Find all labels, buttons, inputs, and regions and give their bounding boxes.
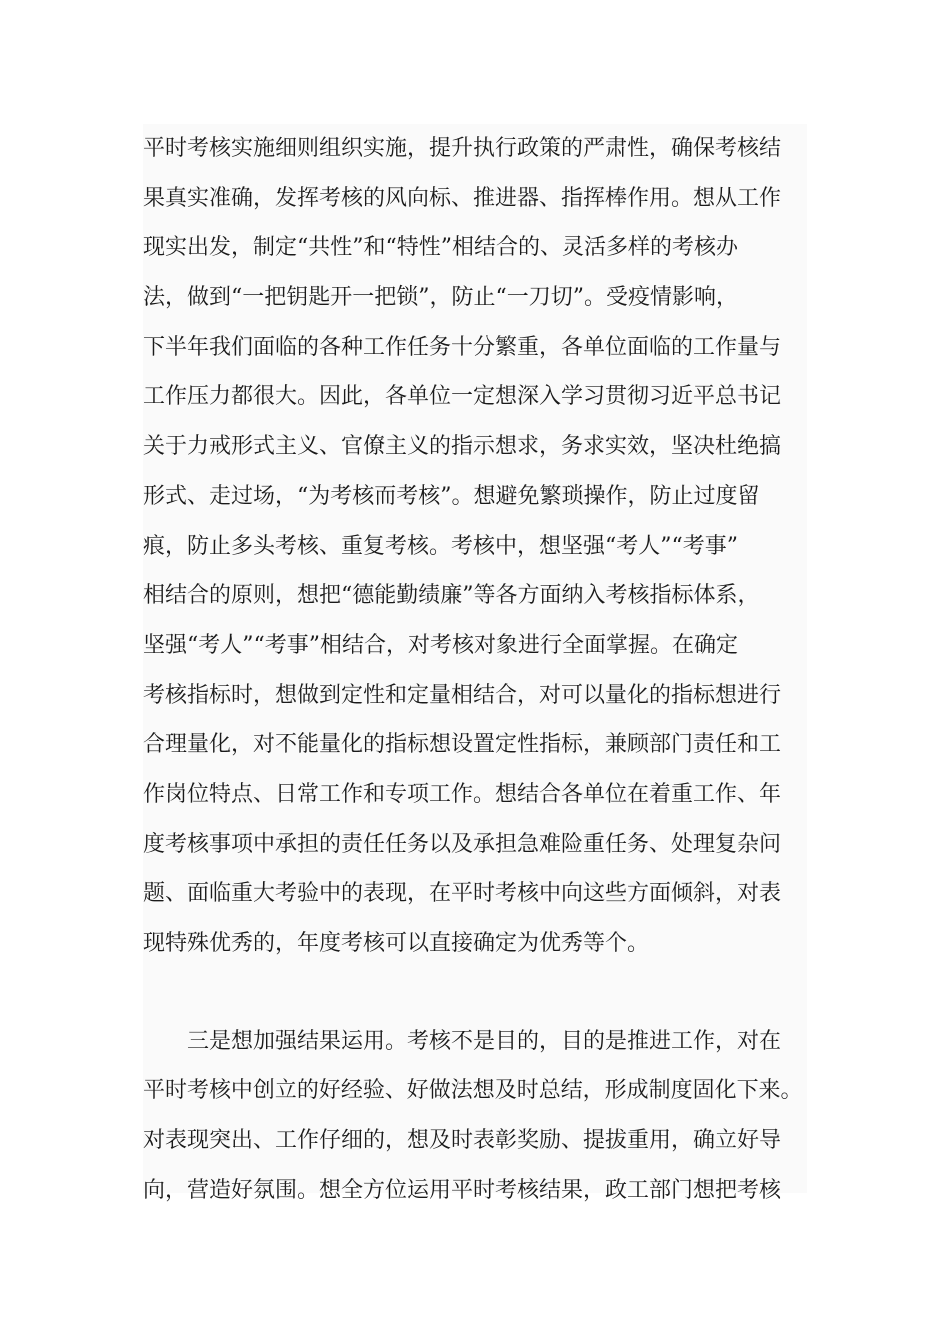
- text-line: 平时考核实施细则组织实施，提升执行政策的严肃性，确保考核结: [143, 136, 782, 161]
- text-line: 法，做到“一把钥匙开一把锁”，防止“一刀切”。受疫情影响，: [143, 285, 738, 311]
- text-line: 工作压力都很大。因此，各单位一定想深入学习贯彻习近平总书记: [143, 384, 782, 410]
- text-line: 向，营造好氛围。想全方位运用平时考核结果，政工部门想把考核: [143, 1177, 782, 1203]
- text-line: 果真实准确，发挥考核的风向标、推进器、指挥棒作用。想从工作: [143, 185, 782, 211]
- text-line: 坚强“考人”“考事”相结合，对考核对象进行全面掌握。在确定: [143, 632, 738, 658]
- text-line: 相结合的原则，想把“德能勤绩廉”等各方面纳入考核指标体系，: [143, 583, 760, 609]
- text-line: 题、面临重大考验中的表现，在平时考核中向这些方面倾斜，对表: [143, 881, 782, 907]
- text-line: 平时考核中创立的好经验、好做法想及时总结，形成制度固化下来。: [143, 1078, 803, 1104]
- text-line: 形式、走过场，“为考核而考核”。想避免繁琐操作，防止过度留: [143, 483, 760, 509]
- text-line: 下半年我们面临的各种工作任务十分繁重，各单位面临的工作量与: [143, 334, 782, 360]
- text-line: 合理量化，对不能量化的指标想设置定性指标，兼顾部门责任和工: [143, 732, 782, 758]
- text-line: 现实出发，制定“共性”和“特性”相结合的、灵活多样的考核办: [143, 235, 738, 261]
- text-line: 痕，防止多头考核、重复考核。考核中，想坚强“考人”“考事”: [143, 533, 738, 559]
- paragraph-gap: [143, 969, 807, 1017]
- text-line: 关于力戒形式主义、官僚主义的指示想求，务求实效，坚决杜绝搞: [143, 434, 782, 460]
- text-line: 对表现突出、工作仔细的，想及时表彰奖励、提拔重用，确立好导: [143, 1128, 782, 1154]
- text-line: 度考核事项中承担的责任任务以及承担急难险重任务、处理复杂问: [143, 831, 782, 857]
- paragraph-1: [143, 124, 807, 969]
- text-line: 考核指标时，想做到定性和定量相结合，对可以量化的指标想进行: [143, 682, 782, 708]
- text-line: 作岗位特点、日常工作和专项工作。想结合各单位在着重工作、年: [143, 781, 782, 807]
- paragraph-2: [143, 1017, 807, 1216]
- document-body: [143, 124, 807, 1203]
- text-line: 现特殊优秀的，年度考核可以直接确定为优秀等个。: [143, 931, 650, 956]
- text-line: 三是想加强结果运用。考核不是目的，目的是推进工作，对在: [187, 1028, 782, 1054]
